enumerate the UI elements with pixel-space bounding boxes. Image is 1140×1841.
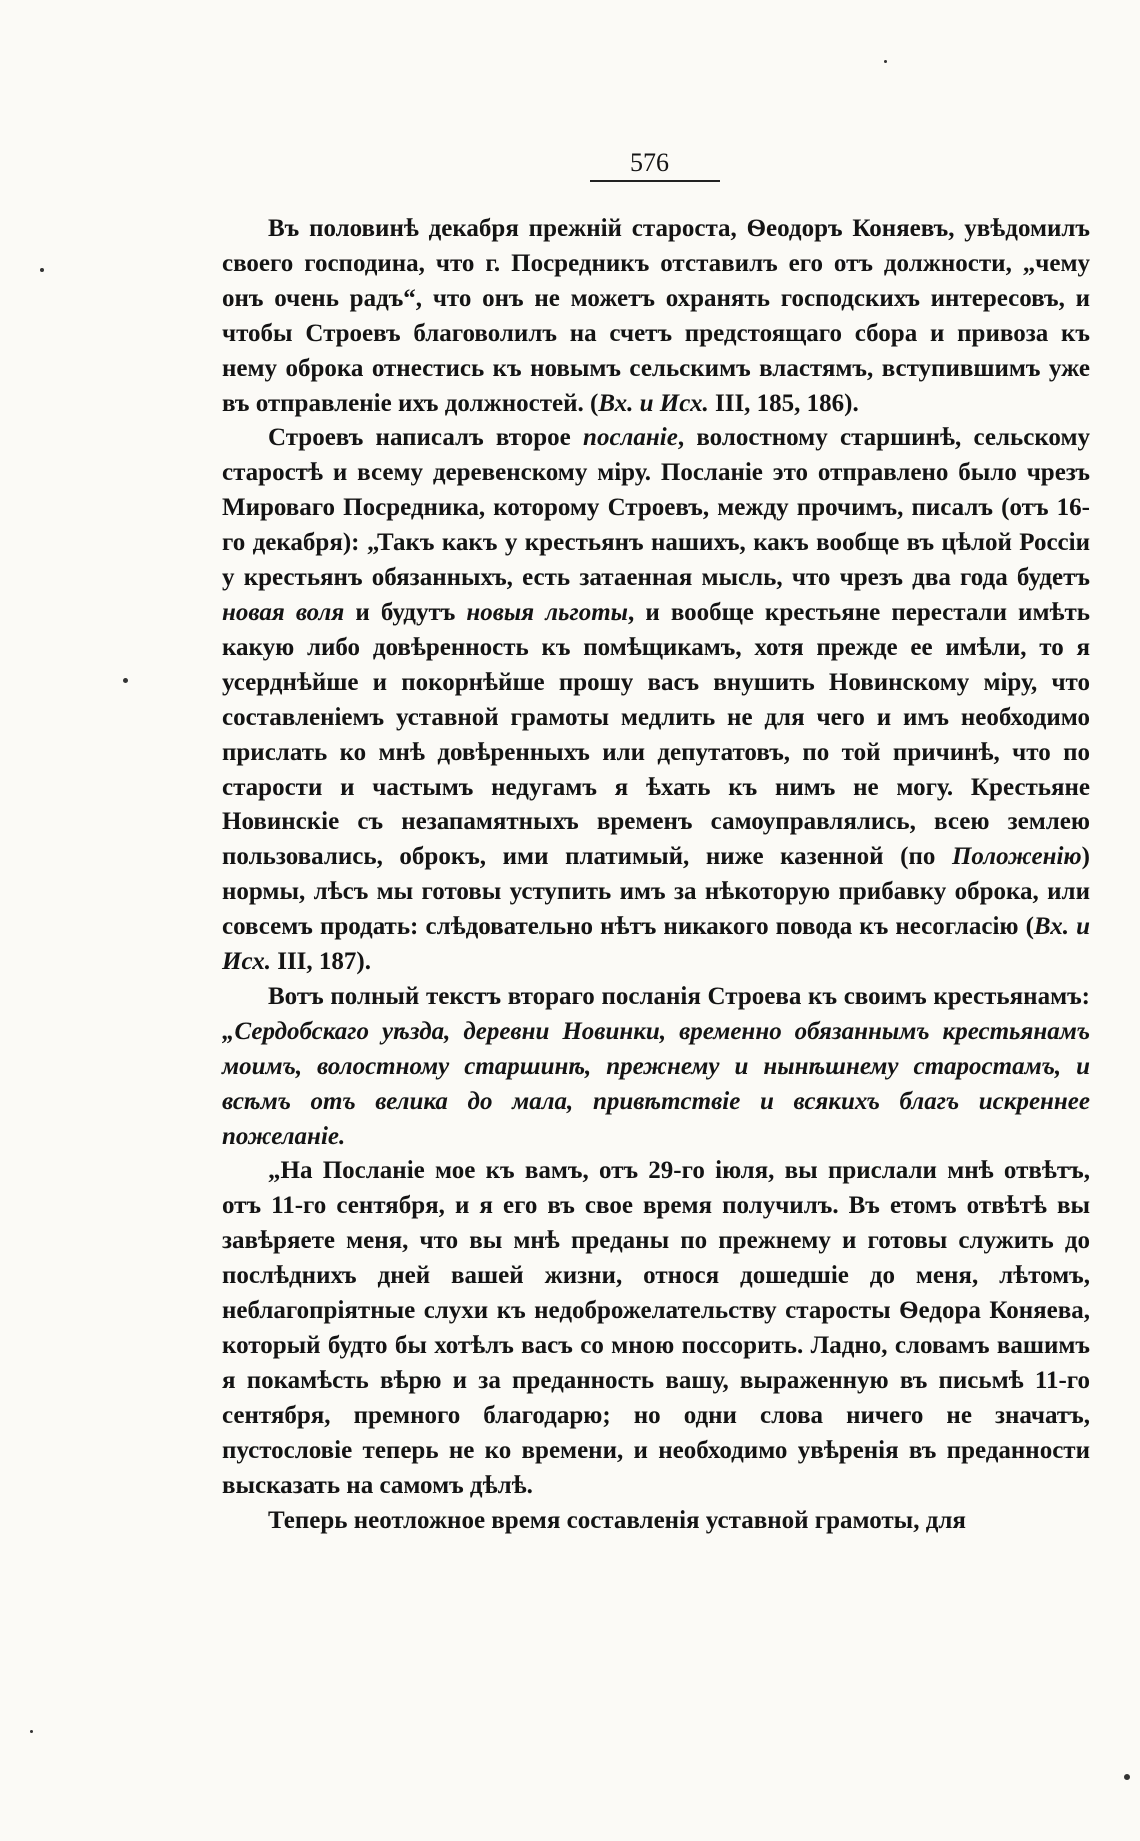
paragraph [222, 980, 1090, 1155]
italic-text: „Сердобскаго уѣзда, деревни Новинки, временно обязаннымъ крестьянамъ моимъ, волостному старшинѣ, прежнему и нынѣшнему старостамъ, и всѣмъ отъ велика до мала, привѣтствіе и всякихъ благъ искреннее пожеланіе. [222, 1017, 1090, 1150]
paragraph [222, 1504, 1090, 1539]
text-run: Въ половинѣ декабря прежній староста, Ѳеодоръ Коняевъ, увѣдомилъ своего господина, что г. Посредникъ отставилъ его отъ должности, „чему онъ очень радъ“, что онъ не можетъ охранять господскихъ интересовъ, и чтобы Строевъ благоволилъ на счетъ предстоящаго сбора и привоза къ нему оброка отнестись къ новымъ сельскимъ властямъ, вступившимъ уже въ отправленіе ихъ должностей. ( [222, 215, 1090, 417]
scan-speck [40, 268, 44, 272]
italic-text: Вх. и Исх. [222, 913, 1090, 976]
text-run: Теперь неотложное время составленія уставной грамоты, для [268, 1506, 966, 1534]
text-run: Строевъ написалъ второе [268, 424, 584, 452]
text-run: III, 185, 186). [708, 389, 859, 417]
text-run: Вотъ полный текстъ втораго посланія Строева къ своимъ крестьянамъ: [268, 982, 1090, 1010]
italic-text: посланіе [583, 424, 678, 452]
text-run: ) нормы, лѣсъ мы готовы уступить имъ за нѣкоторую прибавку оброка, или совсемъ продать: слѣдовательно нѣтъ никакого повода къ несогласію ( [222, 843, 1090, 941]
paragraph [222, 421, 1090, 980]
scan-speck [1124, 1774, 1130, 1780]
scan-speck [884, 60, 887, 63]
text-run: и будутъ [344, 598, 467, 626]
italic-text: новая воля [222, 598, 345, 626]
paragraph [222, 212, 1090, 421]
scan-speck [30, 1730, 33, 1733]
page-number: 576 [630, 148, 669, 177]
text-run: , волостному старшинѣ, сельскому старостѣ и всему деревенскому міру. Посланіе это отправлено было чрезъ Мироваго Посредника, которому Строевъ, между прочимъ, писалъ (отъ 16-го декабря): „Такъ какъ у крестьянъ нашихъ, какъ вообще въ цѣлой Россіи у крестьянъ обязанныхъ, есть затаенная мысль, что чрезъ два года будетъ [222, 424, 1090, 592]
text-run: „На Посланіе мое къ вамъ, отъ 29-го іюля, вы прислали мнѣ отвѣтъ, отъ 11-го сентября, и я его въ свое время получилъ. Въ етомъ отвѣтѣ вы завѣряете меня, что вы мнѣ преданы по прежнему и готовы служить до послѣднихъ дней вашей жизни, относя дошедшіе до меня, лѣтомъ, неблагопріятные слухи къ недоброжелательству старосты Ѳедора Коняева, который будто бы хотѣлъ васъ со мною поссорить. Ладно, словамъ вашимъ я покамѣсть вѣрю и за преданность вашу, выраженную въ письмѣ 11-го сентября, премного благодарю; но одни слова ничего не значатъ, пустословіе теперь не ко времени, и необходимо увѣренія въ преданности высказать на самомъ дѣлѣ. [222, 1157, 1090, 1499]
page-body [222, 212, 1090, 1538]
italic-text: Вх. и Исх. [598, 389, 709, 417]
italic-text: новыя льготы [466, 598, 629, 626]
header-rule [590, 180, 720, 182]
text-run: , и вообще крестьяне перестали имѣть какую либо довѣренность къ помѣщикамъ, хотя прежде ее имѣли, то я усерднѣйше и покорнѣйше прошу васъ внушить Новинскому міру, что составленіемъ уставной грамоты медлить не для чего и имъ необходимо прислать ко мнѣ довѣренныхъ или депутатовъ, по той причинѣ, что по старости и частымъ недугамъ я ѣхать къ нимъ не могу. Крестьяне Новинскіе съ незапамятныхъ временъ самоуправлялись, всею землею пользовались, оброкъ, ими платимый, ниже казенной (по [222, 598, 1090, 871]
scan-speck [123, 678, 128, 683]
italic-text: Положенію [951, 843, 1082, 871]
text-run: III, 187). [270, 948, 371, 976]
paragraph [222, 1154, 1090, 1503]
